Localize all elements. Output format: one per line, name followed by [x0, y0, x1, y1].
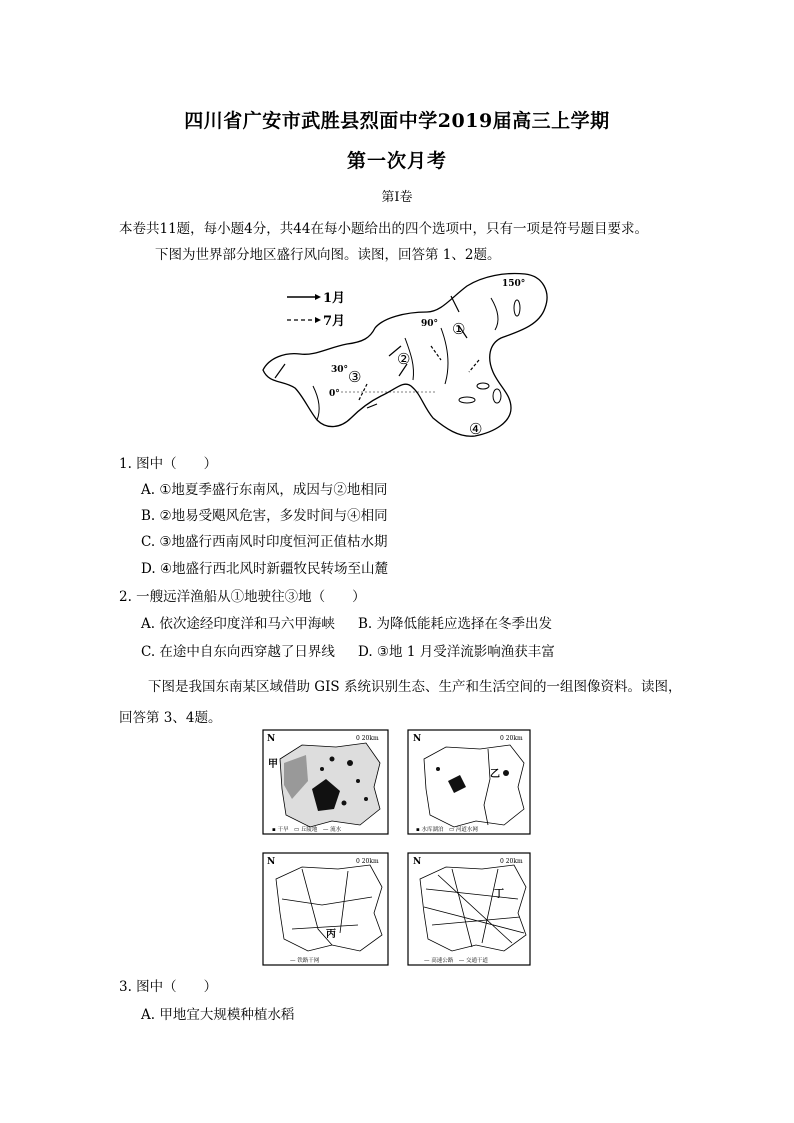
marker-2: ②: [397, 350, 411, 368]
question-2-option-d: D. ③地 1 月受洋流影响渔获丰富: [358, 644, 555, 660]
panel3-legend: — 铁路干网: [290, 958, 320, 964]
label-90: 90°: [421, 319, 439, 329]
panel2-legend: ▪ 水库湖泊 ▭ 河道水网: [416, 827, 478, 833]
north-arrow: N: [267, 734, 276, 744]
label-bing: 丙: [326, 929, 336, 940]
exam-title: 四川省广安市武胜县烈面中学2019届高三上学期: [184, 110, 610, 132]
label-yi: 乙: [490, 769, 500, 780]
section-label: 第Ⅰ卷: [381, 190, 413, 205]
svg-text:N: N: [413, 857, 422, 867]
question-1-option-a: A. ①地夏季盛行东南风，成因与②地相同: [141, 482, 388, 498]
exam-subtitle: 第一次月考: [346, 150, 447, 172]
question-2-option-a: A. 依次途经印度洋和马六甲海峡: [141, 616, 335, 632]
gis-panel-water: [408, 730, 530, 834]
question-prompt-1-2: 下图为世界部分地区盛行风向图。读图，回答第 1、2题。: [155, 247, 501, 263]
question-1-option-c: C. ③地盛行西南风时印度恒河正值枯水期: [141, 534, 388, 550]
svg-text:N: N: [267, 857, 276, 867]
panel1-legend: ▪ 干旱 ▭ 丘陵地 — 流水: [272, 827, 342, 833]
label-150: 150°: [502, 279, 526, 289]
question-3-option-a: A. 甲地宜大规模种植水稻: [141, 1007, 295, 1023]
legend-jul: 7月: [323, 314, 346, 329]
question-3-stem: 3. 图中（ ）: [119, 979, 218, 995]
marker-4: ④: [469, 420, 483, 438]
svg-text:0 20km: 0 20km: [500, 735, 523, 742]
panel4-legend: — 高速公路 — 交通干道: [424, 958, 488, 964]
svg-text:N: N: [413, 734, 422, 744]
legend-jan: 1月: [323, 291, 346, 306]
question-1-option-d: D. ④地盛行西北风时新疆牧民转场至山麓: [141, 561, 389, 577]
question-2-option-c: C. 在途中自东向西穿越了日界线: [141, 644, 335, 660]
question-2-option-b: B. 为降低能耗应选择在冬季出发: [358, 616, 553, 632]
instructions: 本卷共11题，每小题4分，共44在每小题给出的四个选项中，只有一项是符号题目要求。: [119, 221, 648, 237]
marker-1: ①: [452, 320, 466, 338]
prevailing-wind-map: [255, 268, 555, 443]
svg-text:0 20km: 0 20km: [356, 858, 379, 865]
gis-panel-ecology: [263, 730, 388, 834]
label-ding: 丁: [494, 889, 504, 900]
label-jia: 甲: [268, 759, 278, 770]
marker-3: ③: [348, 368, 362, 386]
gis-map-panels: [262, 729, 532, 967]
gis-panel-roads: [408, 853, 530, 965]
question-1-stem: 1. 图中（ ）: [119, 456, 218, 472]
question-1-option-b: B. ②地易受飓风危害，多发时间与④相同: [141, 508, 388, 524]
question-2-stem: 2. 一艘远洋渔船从①地驶往③地（ ）: [119, 589, 366, 605]
svg-text:0 20km: 0 20km: [500, 858, 523, 865]
question-prompt-3-4-line2: 回答第 3、4题。: [119, 710, 222, 726]
scale-bar: 0 20km: [356, 735, 379, 742]
question-prompt-3-4-line1: 下图是我国东南某区域借助 GIS 系统识别生态、生产和生活空间的一组图像资料。读图，: [148, 679, 682, 695]
label-0: 0°: [329, 389, 340, 399]
label-30: 30°: [331, 365, 349, 375]
gis-panel-railway: [263, 853, 388, 965]
